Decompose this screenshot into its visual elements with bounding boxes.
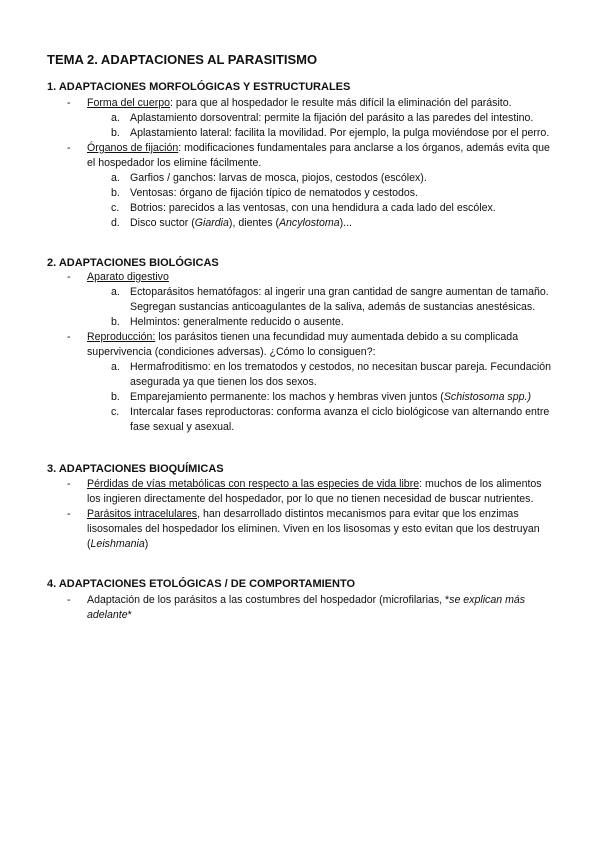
item-text: )	[144, 538, 149, 550]
sub-item	[47, 111, 552, 126]
sub-marker: c.	[111, 202, 120, 214]
sub-text: Botrios: parecidos a las ventosas, con una hendidura a cada lado del escólex.	[130, 202, 496, 214]
section-1-body	[47, 96, 552, 231]
italic-term: Leishmania	[90, 538, 145, 550]
item-term: Parásitos intracelulares	[87, 508, 198, 520]
list-item	[47, 477, 552, 507]
list-item	[47, 270, 552, 285]
sub-marker: c.	[111, 406, 120, 418]
section-2-heading: 2. ADAPTACIONES BIOLÓGICAS	[47, 257, 219, 269]
list-item	[47, 96, 552, 111]
sub-text: Hermafroditismo: en los trematodos y cestodos, no necesitan buscar pareja. Fecundación asegurada ya que tienen los dos sexos.	[130, 361, 552, 388]
sub-marker: a.	[111, 172, 120, 184]
sub-item	[47, 285, 552, 315]
section-3-body	[47, 477, 552, 552]
sub-marker: b.	[111, 391, 120, 403]
sub-marker: d.	[111, 217, 120, 229]
item-text: Adaptación de los parásitos a las costumbres del hospedador (microfilarias, *	[87, 594, 450, 606]
dash-bullet: -	[67, 142, 71, 154]
item-text: , han desarrollado distintos mecanismos para evitar que los enzimas lisosomales del hospedador los eliminen. Viven en los lisosomas y esto evitan que los destruyan (	[87, 508, 540, 550]
list-item	[47, 330, 552, 360]
sub-item	[47, 390, 552, 405]
item-term: Órganos de fijación	[87, 142, 179, 154]
section-4-body	[47, 593, 552, 623]
dash-bullet: -	[67, 331, 71, 343]
italic-term: Ancylostoma	[278, 217, 340, 229]
item-term: Aparato digestivo	[87, 271, 169, 283]
list-item	[47, 593, 552, 623]
sub-marker: a.	[111, 361, 120, 373]
sub-item	[47, 126, 552, 141]
sub-item	[47, 201, 552, 216]
sub-list	[47, 171, 552, 231]
sub-text: Emparejamiento permanente: los machos y hembras viven juntos (	[130, 391, 444, 403]
sub-list	[47, 360, 552, 435]
sub-text: Garfios / ganchos: larvas de mosca, piojos, cestodos (escólex).	[130, 172, 427, 184]
list-item	[47, 507, 552, 552]
sub-marker: a.	[111, 286, 120, 298]
section-4-heading: 4. ADAPTACIONES ETOLÓGICAS / DE COMPORTAMIENTO	[47, 578, 356, 590]
item-term: Pérdidas de vías metabólicas con respecto a las especies de vida libre	[87, 478, 420, 490]
section-3-heading: 3. ADAPTACIONES BIOQUÍMICAS	[47, 463, 224, 475]
page-title: TEMA 2. ADAPTACIONES AL PARASITISMO	[47, 52, 318, 67]
item-text: : para que al hospedador le resulte más difícil la eliminación del parásito.	[170, 97, 512, 109]
sub-item	[47, 315, 552, 330]
sub-text: Disco suctor (	[130, 217, 195, 229]
sub-marker: b.	[111, 127, 120, 139]
dash-bullet: -	[67, 478, 71, 490]
sub-item	[47, 405, 552, 435]
sub-text: Ectoparásitos hematófagos: al ingerir una gran cantidad de sangre aumentan de tamaño. Segregan sustancias anticoagulantes de la saliva, además de sustancias anestésicas.	[130, 286, 549, 313]
sub-list	[47, 111, 552, 141]
item-text: *	[127, 609, 132, 621]
sub-text: ), dientes (	[228, 217, 279, 229]
sub-list	[47, 285, 552, 330]
sub-item	[47, 216, 552, 231]
sub-text: Ventosas: órgano de fijación típico de nematodos y cestodos.	[130, 187, 418, 199]
sub-text: Helmintos: generalmente reducido o ausente.	[130, 316, 344, 328]
item-text: : modificaciones fundamentales para anclarse a los órganos, además evita que el hospedador los elimine fácilmente.	[87, 142, 550, 169]
italic-term: Schistosoma spp.)	[443, 391, 531, 403]
sub-marker: b.	[111, 316, 120, 328]
sub-item	[47, 360, 552, 390]
dash-bullet: -	[67, 508, 71, 520]
dash-bullet: -	[67, 97, 71, 109]
sub-item	[47, 186, 552, 201]
sub-marker: b.	[111, 187, 120, 199]
dash-bullet: -	[67, 271, 71, 283]
italic-term: Giardia	[194, 217, 229, 229]
section-1-heading: 1. ADAPTACIONES MORFOLÓGICAS Y ESTRUCTURALES	[47, 81, 351, 93]
list-item	[47, 141, 552, 171]
item-text: los parásitos tienen una fecundidad muy aumentada debido a su complicada supervivencia (condiciones adversas). ¿Cómo lo consiguen?:	[87, 331, 519, 358]
item-text: : muchos de los alimentos los ingieren directamente del hospedador, por lo que no tienen necesidad de buscar nutrientes.	[87, 478, 542, 505]
sub-marker: a.	[111, 112, 120, 124]
item-term: Reproducción:	[87, 331, 156, 343]
sub-item	[47, 171, 552, 186]
item-term: Forma del cuerpo	[87, 97, 171, 109]
sub-text: Intercalar fases reproductoras: conforma avanza el ciclo biológicose van alternando entre fase sexual y asexual.	[130, 406, 550, 433]
sub-text: Aplastamiento lateral: facilita la movilidad. Por ejemplo, la pulga moviéndose por el perro.	[130, 127, 550, 139]
italic-term: se explican más adelante	[87, 594, 526, 621]
dash-bullet: -	[67, 594, 71, 606]
section-2-body	[47, 270, 552, 435]
sub-text: Aplastamiento dorsoventral: permite la fijación del parásito a las paredes del intestino.	[130, 112, 534, 124]
sub-text: )...	[339, 217, 352, 229]
